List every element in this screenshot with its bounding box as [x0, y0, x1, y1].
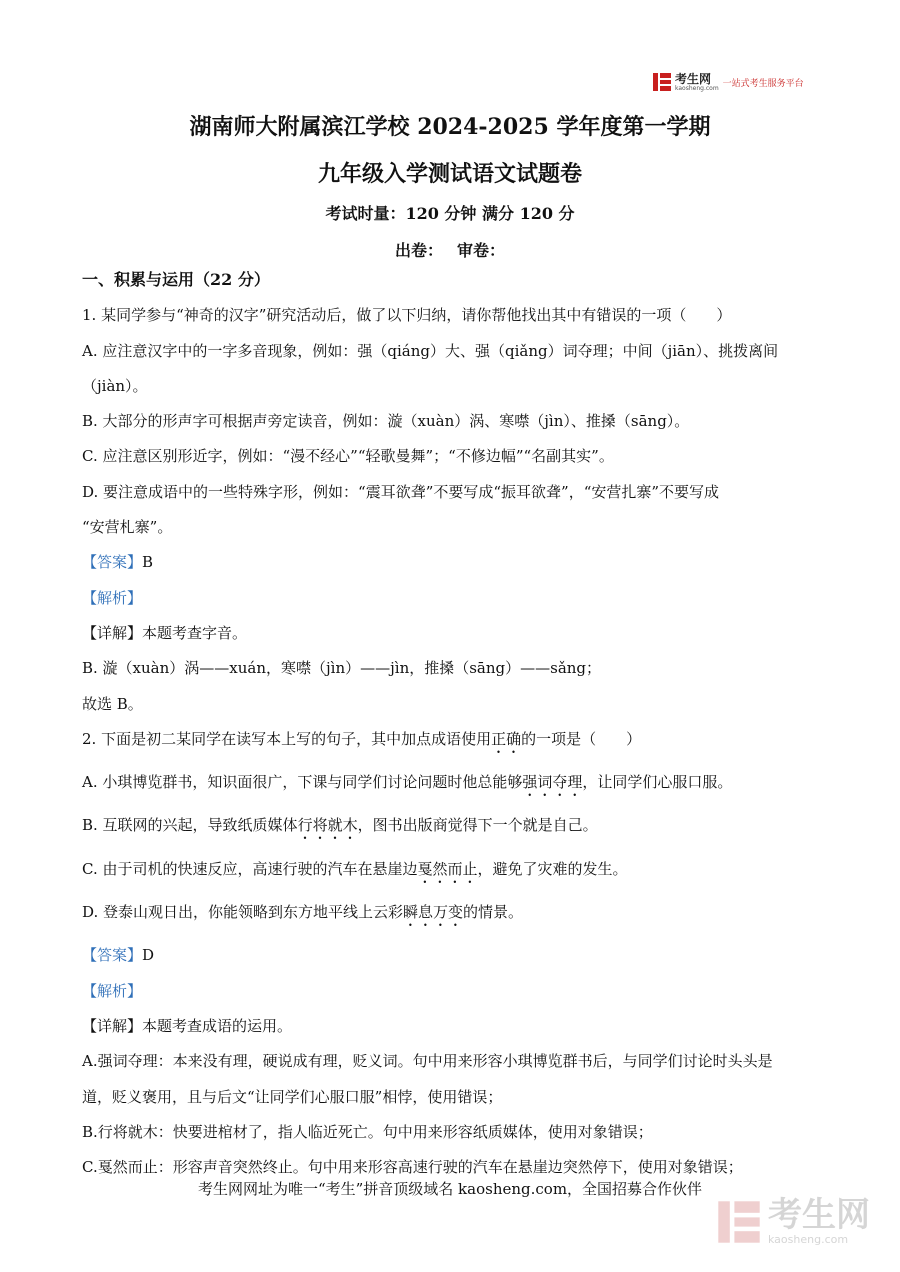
- q1-analysis: [82, 588, 822, 608]
- q2-stem-tail: 的一项是（ ）: [521, 729, 642, 748]
- watermark-domain: kaosheng.com: [768, 1233, 849, 1246]
- brand-domain: kaosheng.com: [675, 84, 719, 92]
- detail-tag: 【详解】: [82, 623, 143, 642]
- q1-option-a-cont: （jiàn）。: [82, 376, 148, 395]
- q2-a-text: A. 小琪博览群书，知识面很广，下课与同学们讨论问题时他总能够: [82, 773, 523, 792]
- setter-label: 出卷：: [394, 241, 443, 260]
- q2-option-a: [82, 772, 822, 800]
- exam-info: 考试时量：120 分钟 满分 120 分: [325, 204, 575, 223]
- q2-stem-text: 2. 下面是初二某同学在读写本上写的句子，其中加点成语使用: [82, 729, 492, 748]
- q2-a-tail: ，让同学们心服口服。: [582, 773, 733, 792]
- watermark-logo-icon: [716, 1199, 762, 1245]
- q2-c-idiom: 戛然而止: [417, 859, 478, 878]
- q1-option-c: C. 应注意区别形近字，例如：“漫不经心”“轻歌曼舞”；“不修边幅”“名副其实”。: [82, 447, 614, 466]
- detail-text: 本题考查成语的运用。: [142, 1016, 293, 1035]
- q2-stem-emphasis: 正确: [491, 729, 522, 748]
- q1-detail: [82, 623, 822, 643]
- detail-text: 本题考查字音。: [142, 623, 248, 642]
- watermark: [716, 1195, 870, 1246]
- q2-b-text: B. 互联网的兴起，导致纸质媒体: [82, 816, 298, 835]
- q2-explain-c: C.戛然而止：形容声音突然终止。句中用来形容高速行驶的汽车在悬崖边突然停下，使用对象错误；: [82, 1158, 743, 1177]
- q1-conclusion: 故选 B。: [82, 694, 143, 713]
- detail-tag: 【详解】: [82, 1016, 143, 1035]
- q2-answer: [82, 945, 822, 965]
- q2-a-idiom: 强词夺理: [522, 773, 583, 792]
- exam-content: [82, 270, 822, 1192]
- kaosheng-logo-icon: [652, 72, 672, 92]
- q2-explain-b: B.行将就木：快要进棺材了，指人临近死亡。句中用来形容纸质媒体，使用对象错误；: [82, 1122, 653, 1141]
- q2-option-d: [82, 902, 822, 930]
- answer-tag: 【答案】: [82, 946, 143, 965]
- watermark-name: 考生网: [768, 1195, 870, 1235]
- q2-d-tail: 的情景。: [463, 903, 524, 922]
- analysis-tag: 【解析】: [82, 588, 143, 607]
- q2-d-idiom: 瞬息万变: [403, 903, 464, 922]
- q2-stem: [82, 729, 822, 757]
- q2-c-text: C. 由于司机的快速反应，高速行驶的汽车在悬崖边: [82, 859, 418, 878]
- q2-explain-a-cont: 道，贬义褒用，且与后文“让同学们心服口服”相悖，使用错误；: [82, 1087, 503, 1106]
- q2-d-text: D. 登泰山观日出，你能领略到东方地平线上云彩: [82, 903, 404, 922]
- brand-name: 考生网: [675, 71, 712, 86]
- reviewer-label: 审卷：: [457, 241, 506, 260]
- q1-option-b: B. 大部分的形声字可根据声旁定读音，例如：漩（xuàn）涡、寒噤（jìn）、推搡（sāng）。: [82, 412, 690, 431]
- q2-explain-a: A.强词夺理：本来没有理，硬说成有理，贬义词。句中用来形容小琪博览群书后，与同学们讨论时头头是: [82, 1052, 773, 1071]
- q2-option-b: [82, 815, 822, 843]
- answer-value: D: [142, 946, 155, 965]
- page-footer: 考生网网址为唯一“考生”拼音顶级域名 kaosheng.com，全国招募合作伙伴: [197, 1180, 703, 1198]
- q1-stem: 1. 某同学参与“神奇的汉字”研究活动后，做了以下归纳，请你帮他找出其中有错误的一项（ ）: [82, 306, 732, 325]
- q1-answer: [82, 552, 822, 572]
- exam-staff: [0, 238, 900, 261]
- q2-c-tail: ，避免了灾难的发生。: [477, 859, 628, 878]
- q1-explain: B. 漩（xuàn）涡——xuán，寒噤（jìn）——jìn，推搡（sāng）——sǎng；: [82, 659, 602, 678]
- exam-title: 湖南师大附属滨江学校 2024-2025 学年度第一学期: [189, 114, 711, 140]
- q1-option-d-cont: “安营札寨”。: [82, 518, 173, 537]
- analysis-tag: 【解析】: [82, 981, 143, 1000]
- answer-value: B: [142, 553, 154, 572]
- q2-b-tail: ，图书出版商觉得下一个就是自己。: [357, 816, 598, 835]
- q2-option-c: [82, 859, 822, 887]
- q2-detail: [82, 1016, 822, 1036]
- exam-subtitle: 九年级入学测试语文试题卷: [317, 161, 582, 187]
- q2-analysis: [82, 981, 822, 1001]
- brand-slogan: 一站式考生服务平台: [722, 78, 804, 89]
- section-heading: 一、积累与运用（22 分）: [82, 270, 270, 289]
- q1-option-d: D. 要注意成语中的一些特殊字形，例如：“震耳欲聋”不要写成“振耳欲聋”，“安营扎寨”不要写成: [82, 482, 720, 501]
- q2-b-idiom: 行将就木: [297, 816, 358, 835]
- answer-tag: 【答案】: [82, 553, 143, 572]
- q1-option-a: A. 应注意汉字中的一字多音现象，例如：强（qiáng）大、强（qiǎng）词夺理；中间（jiān）、挑拨离间: [82, 341, 779, 360]
- brand-logo: [652, 72, 804, 92]
